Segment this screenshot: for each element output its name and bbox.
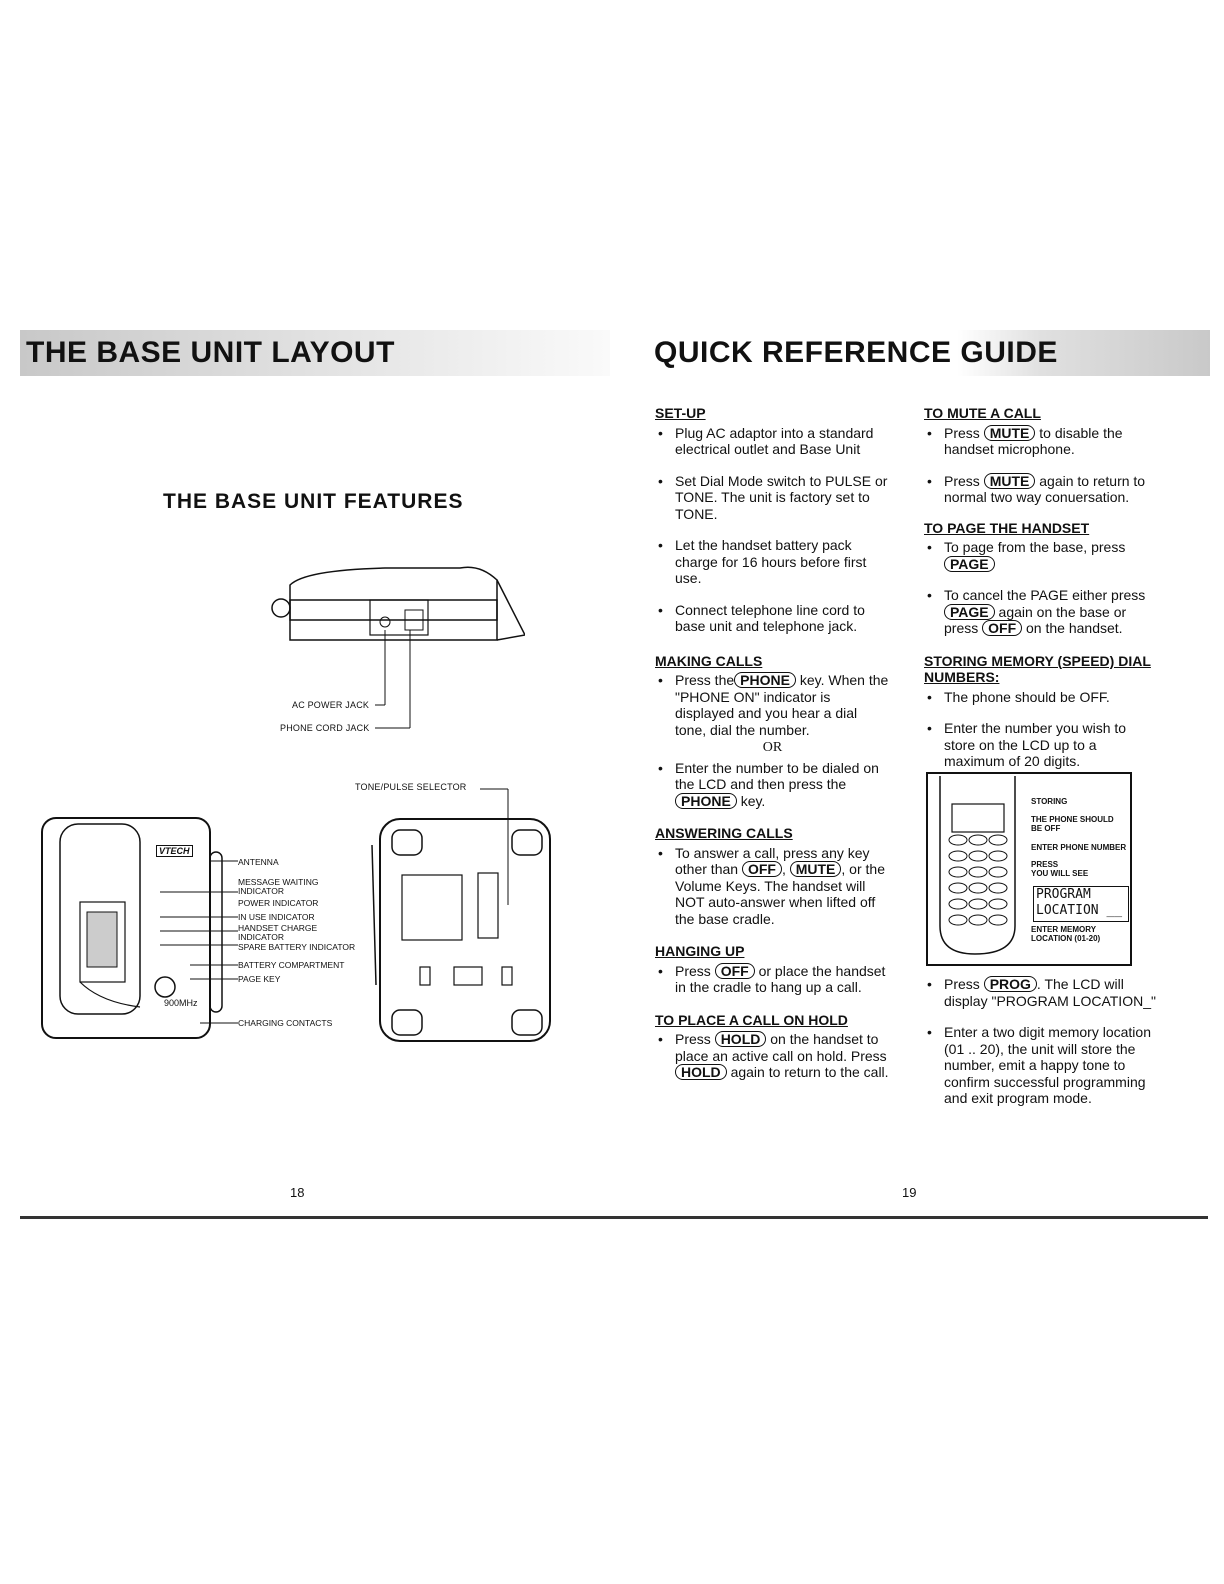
- page-key-2: PAGE: [944, 604, 995, 620]
- setup-item-3: • Let the handset battery pack charge for 16 hours before first use.: [655, 537, 890, 587]
- tone-pulse-label: TONE/PULSE SELECTOR: [355, 782, 467, 792]
- antenna-label: ANTENNA: [238, 857, 279, 867]
- left-page-title: THE BASE UNIT LAYOUT: [26, 336, 395, 369]
- lcd-storing-label: STORING: [1031, 797, 1068, 806]
- page-key-label: PAGE KEY: [238, 974, 281, 984]
- hold-post: again to return to the call.: [730, 1064, 889, 1080]
- page-key: PAGE: [944, 556, 995, 572]
- answering-heading: ANSWERING CALLS: [655, 825, 793, 841]
- page-item-2-mid: again on the base or press: [944, 603, 1127, 636]
- storing-item-1: • The phone should be OFF.: [924, 689, 1159, 706]
- hanging-post: or place the handset in the cradle to hang up a call.: [675, 962, 886, 995]
- storing-item-4: • Enter a two digit memory location (01 .. 20), the unit will store the number, emit a happy tone to confirm successful programming and exit program mode.: [924, 1024, 1159, 1107]
- power-indicator-label: POWER INDICATOR: [238, 898, 319, 908]
- page-heading: TO PAGE THE HANDSET: [924, 519, 1090, 536]
- handset-drawing: [930, 776, 1025, 958]
- hold-key: HOLD: [715, 1031, 767, 1047]
- off-key-2: OFF: [715, 963, 755, 979]
- hold-item: [655, 1031, 890, 1081]
- lcd-enter-number: ENTER PHONE NUMBER: [1031, 843, 1127, 852]
- features-title: THE BASE UNIT FEATURES: [163, 490, 464, 513]
- making-calls-item-2: [655, 760, 890, 810]
- mute-heading: TO MUTE A CALL: [924, 405, 1041, 421]
- phone-key: PHONE: [734, 672, 796, 688]
- hanging-up-heading: HANGING UP: [655, 943, 745, 959]
- hold-mid: on the handset to place an active call on hold. Press: [675, 1031, 887, 1064]
- mute-key-3: MUTE: [984, 473, 1036, 489]
- prog-key: PROG: [984, 976, 1037, 992]
- quick-ref-column-1: [655, 405, 890, 1081]
- answering-post: , or the Volume Keys. The handset will NOT auto-answer when lifted off the base cradle.: [675, 861, 885, 927]
- storing-item-2: • Enter the number you wish to store on the LCD up to a maximum of 20 digits.: [924, 720, 1159, 770]
- lcd-enter-memory: ENTER MEMORY LOCATION (01-20): [1031, 925, 1101, 943]
- left-page-number: 18: [290, 1185, 305, 1200]
- lcd-line-1: PROGRAM: [1036, 887, 1091, 902]
- charging-contacts-label: CHARGING CONTACTS: [238, 1018, 333, 1028]
- page-item-1-pre: To page from the base, press: [944, 539, 1126, 555]
- message-waiting-label: MESSAGE WAITING INDICATOR: [238, 877, 319, 896]
- lcd-display: [1033, 886, 1129, 922]
- setup-item-1: • Plug AC adaptor into a standard electrical outlet and Base Unit: [655, 425, 890, 458]
- mute-item-2: [924, 473, 1159, 506]
- off-key: OFF: [742, 861, 782, 877]
- in-use-indicator-label: IN USE INDICATOR: [238, 912, 315, 922]
- making-calls-heading: MAKING CALLS: [655, 652, 763, 669]
- storing-item-3-post: . The LCD will display "PROGRAM LOCATION_": [944, 976, 1156, 1009]
- page-item-1: [924, 539, 1159, 572]
- making-calls-item-1-pre: Press the: [675, 672, 735, 688]
- phone-cord-jack-label: PHONE CORD JACK: [280, 723, 370, 733]
- spare-battery-label: SPARE BATTERY INDICATOR: [238, 942, 356, 952]
- storing-item-3-pre: Press: [944, 976, 980, 992]
- setup-item-2: • Set Dial Mode switch to PULSE or TONE. The unit is factory set to TONE.: [655, 473, 890, 523]
- brand-logo: VTECH: [156, 845, 193, 857]
- making-calls-item-2-pre: Enter the number to be dialed on the LCD and then press the: [675, 759, 879, 792]
- mute-item-2-pre: Press: [944, 472, 980, 489]
- page-item-2-post: on the handset.: [1026, 620, 1123, 636]
- setup-item-4: • Connect telephone line cord to base unit and telephone jack.: [655, 602, 890, 635]
- storing-heading: STORING MEMORY (SPEED) DIAL NUMBERS:: [924, 652, 1151, 685]
- mute-key: MUTE: [790, 861, 842, 877]
- off-key-3: OFF: [982, 620, 1022, 636]
- or-text: OR: [762, 740, 783, 755]
- page-item-2: [924, 587, 1159, 637]
- lcd-press: PRESS: [1031, 860, 1059, 869]
- hold-key-2: HOLD: [675, 1064, 727, 1080]
- base-bottom-drawing: [368, 785, 558, 1047]
- answering-item: • To answer a call, press any key other than OFF , MUTE , or the Volume Keys. The handset will NOT auto-answer when lifted off the base cradle.: [655, 845, 890, 928]
- storing-item-3: [924, 976, 1159, 1009]
- setup-heading: SET-UP: [655, 405, 706, 421]
- quick-ref-column-2: [924, 405, 1159, 770]
- hanging-up-item: [655, 963, 890, 996]
- footer-rule: [20, 1216, 1208, 1219]
- hold-heading: TO PLACE A CALL ON HOLD: [655, 1011, 848, 1028]
- ac-power-jack-label: AC POWER JACK: [292, 700, 370, 710]
- lcd-should-be-off: THE PHONE SHOULD BE OFF: [1031, 815, 1114, 833]
- mute-item-2-post: again to return to normal two way conuersation.: [944, 472, 1146, 505]
- base-rear-drawing: [265, 560, 525, 745]
- right-page-number: 19: [902, 1185, 917, 1200]
- mute-key-2: MUTE: [984, 425, 1036, 441]
- phone-key-2: PHONE: [675, 793, 737, 809]
- storing-continued: [924, 973, 1159, 1107]
- lcd-you-will-see: YOU WILL SEE: [1031, 869, 1089, 878]
- hanging-pre: Press: [675, 962, 711, 979]
- making-calls-item-1-post: key. When the "PHONE ON" indicator is displayed and you hear a dial tone, dial the number.: [675, 672, 889, 738]
- answering-pre: To answer a call, press any key other than: [675, 844, 870, 877]
- right-page-title: QUICK REFERENCE GUIDE: [654, 336, 1058, 369]
- feature-leader-lines: [160, 855, 240, 1030]
- freq-label: 900MHz: [164, 998, 198, 1008]
- making-calls-item-2-post: key.: [740, 792, 766, 809]
- hold-pre: Press: [675, 1031, 711, 1047]
- page-item-2-pre: To cancel the PAGE either press: [944, 587, 1146, 603]
- handset-charge-label: HANDSET CHARGE INDICATOR: [238, 923, 318, 942]
- mute-item-1: [924, 425, 1159, 458]
- lcd-line-2: LOCATION __: [1036, 903, 1123, 918]
- battery-compartment-label: BATTERY COMPARTMENT: [238, 960, 345, 970]
- making-calls-item-1: [655, 672, 890, 738]
- mute-item-1-pre: Press: [944, 424, 980, 441]
- mute-item-1-post: to disable the handset microphone.: [944, 424, 1123, 457]
